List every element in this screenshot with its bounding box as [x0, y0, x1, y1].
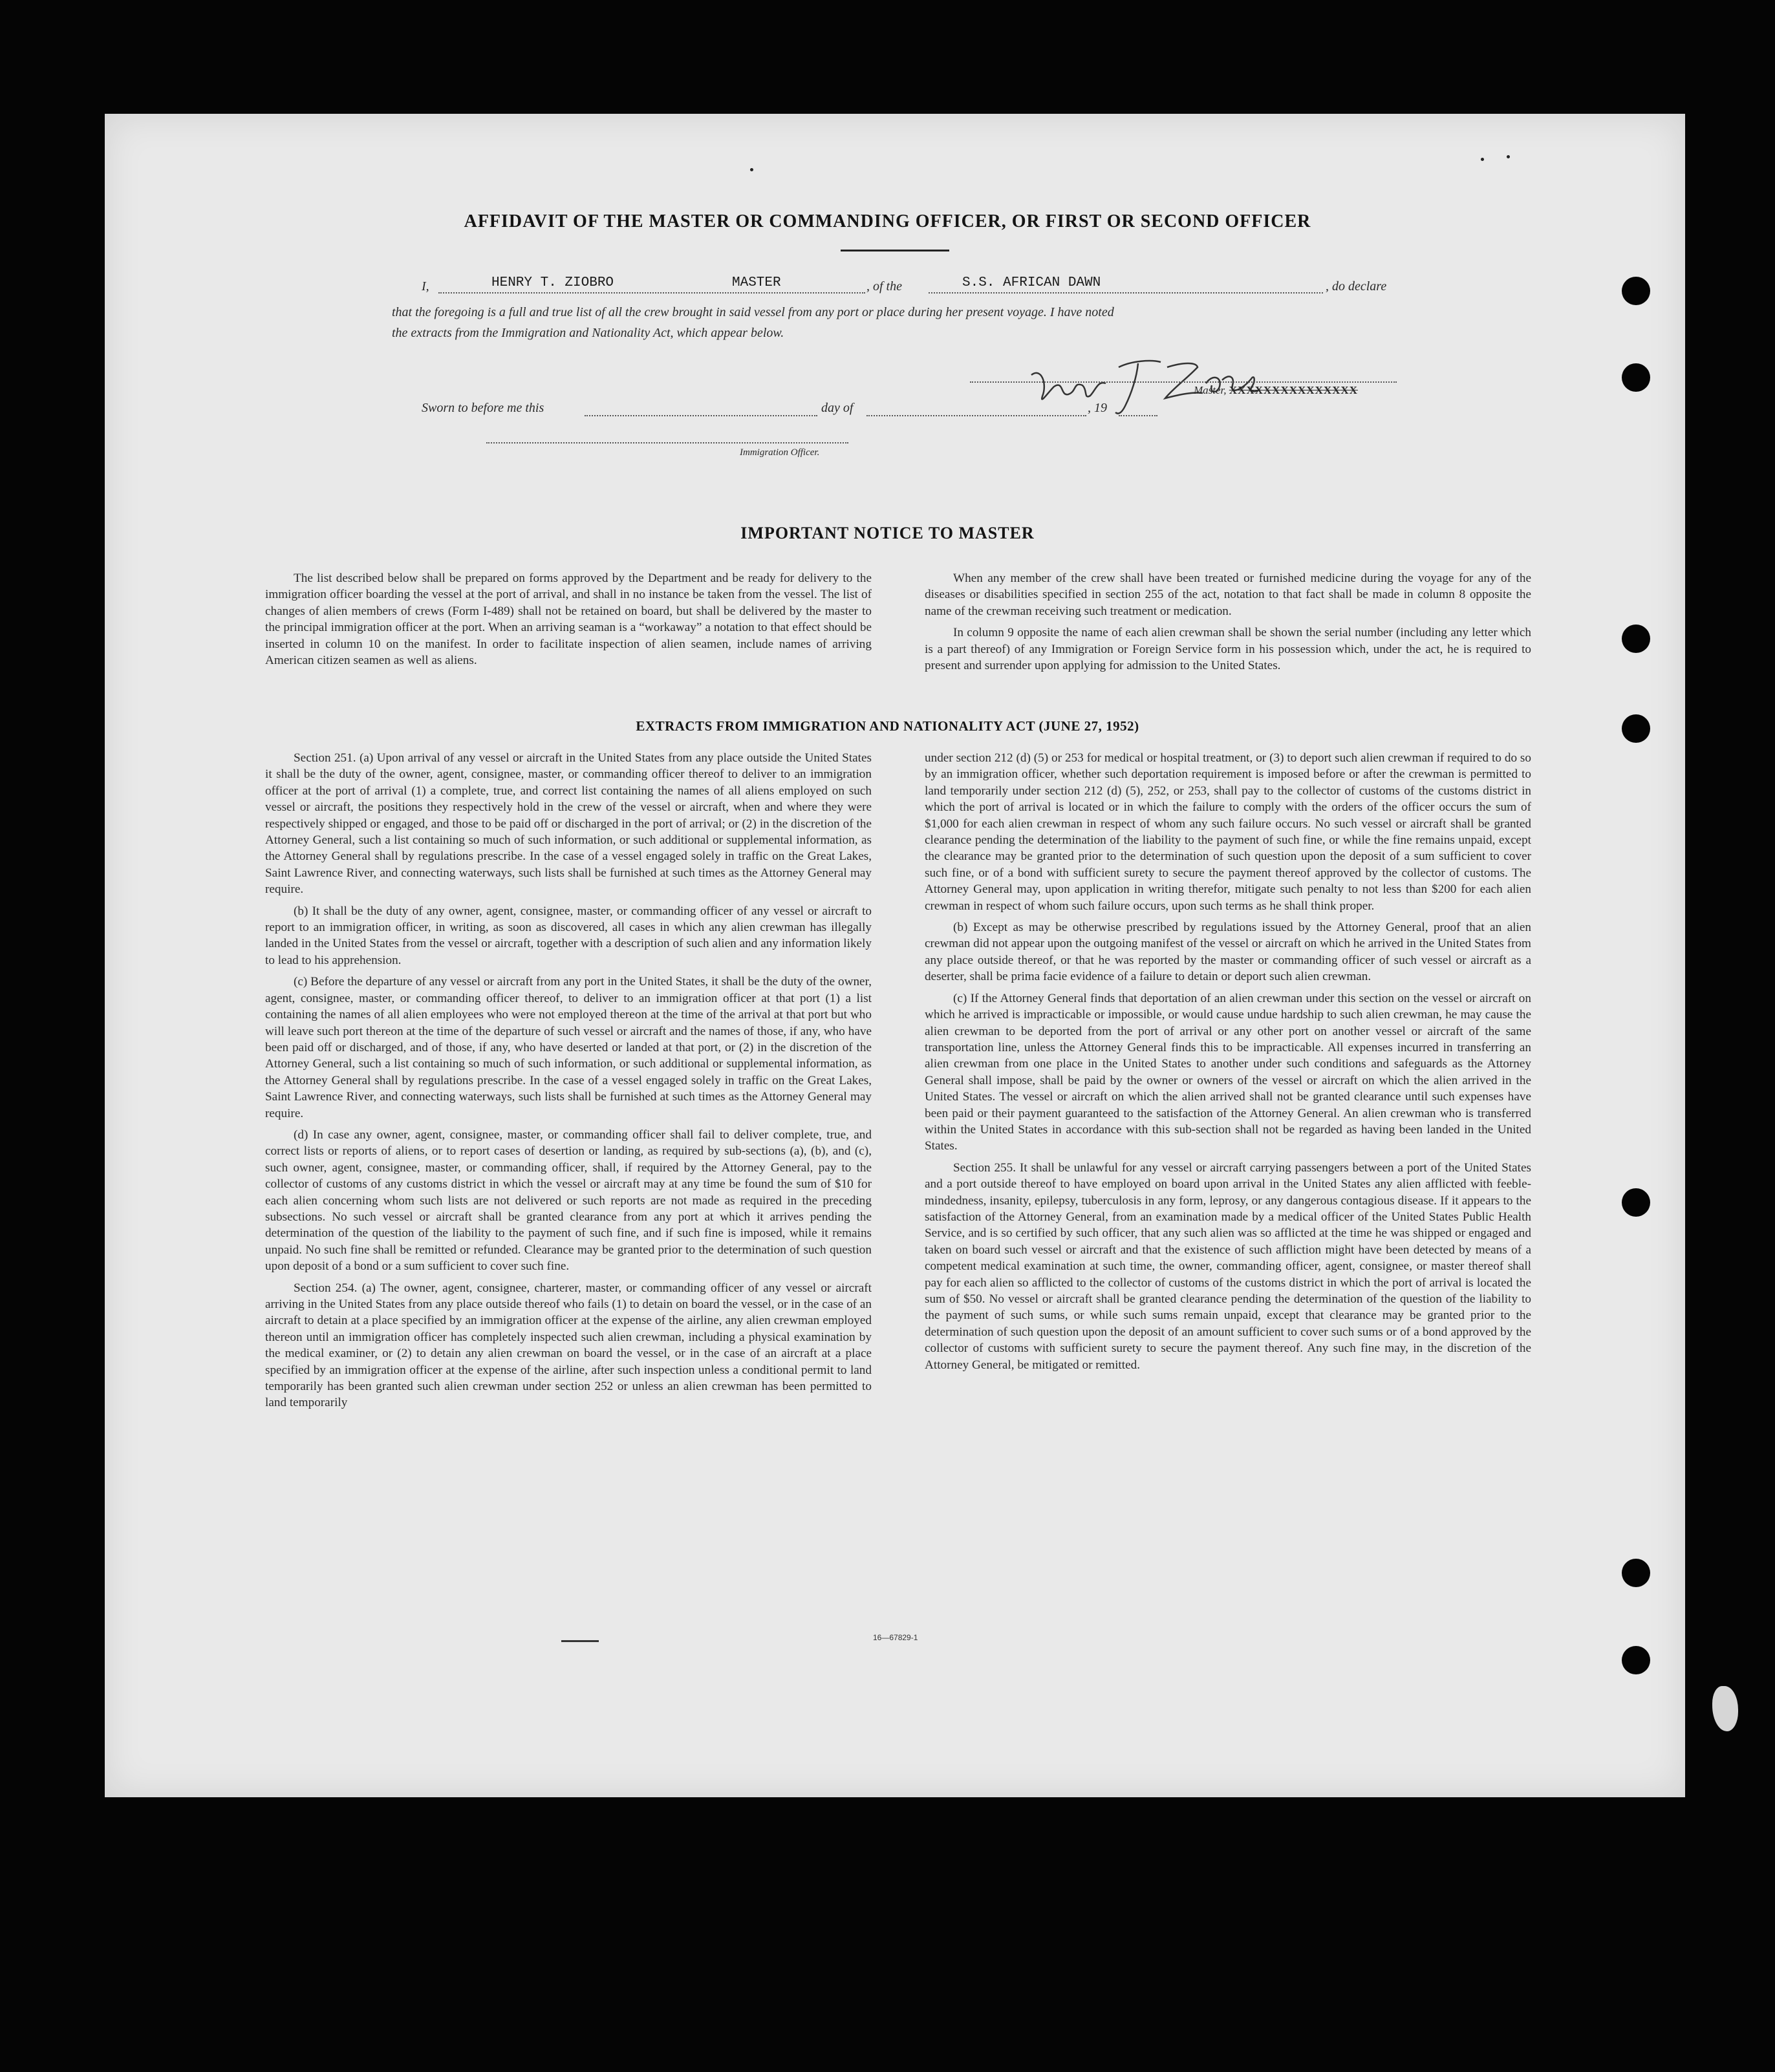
do-declare-label: , do declare: [1326, 279, 1387, 294]
sworn-day-blank: [585, 415, 817, 416]
rank-typed: MASTER: [732, 275, 781, 290]
master-label: [1194, 384, 1358, 397]
vessel-blank: [929, 292, 1323, 294]
punch-hole: [1622, 625, 1650, 653]
affidavit-title: AFFIDAVIT OF THE MASTER OR COMMANDING OFFICER, OR FIRST OR SECOND OFFICER: [464, 211, 1311, 231]
extracts-right-column: [925, 750, 1531, 1620]
section-251a: Section 251. (a) Upon arrival of any vessel or aircraft in the United States from any place outside the United States it shall be the duty of the owner, agent, consignee, master, or commanding officer thereof to deliver to an immigration officer at the port of arrival (1) a complete, true, and correct list containing the names of all aliens employed on such vessel or aircraft, the positions they respectively hold in the crew of the vessel or aircraft, when and where they were respectively shipped or engaged, and those to be paid off or discharged in the port of arrival; or (2) in the discretion of the Attorney General, such a list containing so much of such information, or such additional or supplemental information, as the Attorney General shall by regulations prescribe. In the case of a vessel engaged solely in traffic on the Great Lakes, Saint Lawrence River, and connecting waterways, such lists shall be furnished at such times as the Attorney General may require.: [265, 751, 872, 897]
punch-hole: [1622, 1646, 1650, 1674]
vessel-name-typed: S.S. AFRICAN DAWN: [962, 275, 1101, 290]
master-name-typed: HENRY T. ZIOBRO: [491, 275, 614, 290]
notice-right-column: [925, 570, 1531, 703]
officer-signature-line: [486, 442, 848, 443]
edge-smudge: [1712, 1686, 1738, 1731]
notice-paragraph: The list described below shall be prepared on forms approved by the Department and be ready for delivery to the immigration officer boarding the vessel at the port of arrival, and shall in no instance be taken from the vessel. The list of changes of alien members of crews (Form I-489) shall not be retained on board, but shall be delivered by the master to the principal immigration officer at the port. When an arriving seaman is a “workaway” a notation to that effect should be inserted in column 10 on the manifest. In order to facilitate inspection of alien seamen, include names of arriving American citizen seamen as well as aliens.: [265, 571, 872, 668]
sworn-month-blank: [866, 415, 1086, 416]
notice-heading: IMPORTANT NOTICE TO MASTER: [740, 524, 1035, 542]
punch-hole: [1622, 363, 1650, 392]
of-the-label: , of the: [866, 279, 902, 294]
section-251c: (c) Before the departure of any vessel or aircraft from any port in the United States, it shall be the duty of the owner, agent, consignee, master, or commanding officer thereof, to deliver to an immigration officer at that port (1) a list containing the names of all alien employees who were not employed thereon at the time of the arrival at that port but who will leave such port thereon at the time of the departure of such vessel or aircraft and the names of those, if any, who have been paid off or discharged, and of those, if any, who have deserted or landed at that port, or (2) in the discretion of the Attorney General, such a list containing so much of such information, or such additional or supplemental information, as the Attorney General shall by regulations prescribe. In the case of a vessel engaged solely in traffic on the Great Lakes, Saint Lawrence River, and connecting waterways, such lists shall be furnished at such times as the Attorney General may require.: [265, 975, 872, 1120]
section-254a-cont: under section 212 (d) (5) or 253 for medical or hospital treatment, or (3) to deport such alien crewman if required to do so by an immigration officer, whether such deportation requirement is imposed before or after the crewman is permitted to land temporarily under section 212 (d) (5), 252, or 253, shall pay to the collector of customs of the customs district in which the port of arrival is located or in which the failure to comply with the orders of the officer occurs the sum of $1,000 for each alien crewman in respect of whom any such failure occurs. No such vessel or aircraft shall be granted clearance pending the determination of the liability to the payment of such fine, or while the fine remains unpaid, except the clearance may be granted prior to the determination of such question upon the deposit of a sum sufficient to cover such fine, or of a bond with sufficient surety to secure the payment thereof approved by the collector of customs. The Attorney General may, upon application in writing therefor, mitigate such penalty to not less than $200 for each alien crewman in respect of whom such failure occurs, upon such terms as he shall think proper.: [925, 751, 1531, 913]
footer-dash: [561, 1640, 599, 1642]
extracts-heading: EXTRACTS FROM IMMIGRATION AND NATIONALITY ACT (JUNE 27, 1952): [636, 718, 1139, 734]
i-label: I,: [422, 279, 429, 294]
section-251b: (b) It shall be the duty of any owner, agent, consignee, master, or commanding officer of any vessel or aircraft to report to an immigration officer, in writing, as soon as discovered, all cases in which any alien crewman has illegally landed in the United States from the vessel or aircraft, together with a description of such alien and any information likely to lead to his apprehension.: [265, 904, 872, 967]
year-blank: [1119, 415, 1157, 416]
punch-hole: [1622, 277, 1650, 305]
section-251d: (d) In case any owner, agent, consignee, master, or commanding officer shall fail to deliver complete, true, and correct lists or reports of aliens, or to report cases of desertion or landing, as required by sub-sections (a), (b), and (c), such owner, agent, consignee, master, or commanding officer, shall, if required by the Attorney General, pay to the collector of customs of any customs district in which the vessel or aircraft may at any time be found the sum of $10 for each alien concerning whom such lists are not delivered or such reports are not made as required in the preceding subsections. No such vessel or aircraft shall be granted clearance from any port at which it arrives pending the determination of the question of the liability to the payment of such fine, and if such fine is imposed, while it remains unpaid. No such fine shall be remitted or refunded. Clearance may be granted prior to the determination of such question upon deposit of a bond or a sum sufficient to cover such fine.: [265, 1127, 872, 1274]
declaration-line-1: that the foregoing is a full and true list of all the crew brought in said vessel from any port or place during her present voyage. I have noted: [392, 305, 1114, 319]
speck: [1507, 155, 1510, 158]
immigration-officer-label: Immigration Officer.: [740, 447, 820, 458]
form-code: 16—67829-1: [873, 1633, 918, 1642]
sworn-label: Sworn to before me this: [422, 401, 544, 415]
punch-hole: [1622, 1559, 1650, 1587]
notice-left-column: [265, 570, 872, 703]
day-of-label: day of: [821, 401, 854, 415]
section-254c: (c) If the Attorney General finds that deportation of an alien crewman under this section on the vessel or aircraft on which he arrived is impracticable or impossible, or would cause undue hardship to such alien crewman, he may cause the alien crewman to be deported from the port of arrival or any other port on another vessel or aircraft of the same transportation line, unless the Attorney General finds this to be impracticable. All expenses incurred in transferring an alien crewman from one place in the United States to another under such conditions and safeguards as the Attorney General shall impose, shall be paid by the owner or owners of the vessel or aircraft on which the alien arrived in the United States. The vessel or aircraft on which the alien arrived shall not be granted clearance until such expenses have been paid or their payment guaranteed to the satisfaction of the Attorney General. An alien crewman who is transferred within the United States in accordance with this sub-section shall not be regarded as having been landed in the United States.: [925, 991, 1531, 1153]
master-title: Master,: [1194, 384, 1227, 396]
punch-hole: [1622, 1188, 1650, 1217]
section-254a: Section 254. (a) The owner, agent, consignee, charterer, master, or commanding officer of any vessel or aircraft arriving in the United States from any place outside thereof who fails (1) to detain on board the vessel, or in the case of an aircraft to detain at a place specified by an immigration officer at the expense of the airline, any alien crewman employed thereon until an immigration officer has completely inspected such alien crewman, including a physical examination by the medical examiner, or (2) to detain any alien crewman on board the vessel, or in the case of an aircraft at a place specified by an immigration officer at the expense of the airline, after such inspection unless a conditional permit to land temporarily has been granted such alien crewman under section 252 or unless an alien crewman has been permitted to land temporarily: [265, 1281, 872, 1410]
year-label: , 19: [1088, 401, 1107, 415]
title-rule: [841, 250, 949, 251]
section-255: Section 255. It shall be unlawful for any vessel or aircraft carrying passengers between a port of the United States and a port outside thereof to have employed on board upon arrival in the United States any alien afflicted with feeble-mindedness, insanity, epilepsy, tuberculosis in any form, leprosy, or any dangerous contagious disease. If it appears to the satisfaction of the Attorney General, from an examination made by a medical officer of the United States Public Health Service, and is so certified by such officer, that any such alien was so afflicted at the time he was shipped or engaged and taken on board such vessel or aircraft and that the existence of such affliction might have been detected by means of a competent medical examination at such time, the owner, commanding officer, agent, consignee, or master thereof shall pay for each alien so afflicted to the collector of customs of the customs district in which the port of arrival is located the sum of $50. No vessel or aircraft shall be granted clearance pending the determination of the question of the liability to the payment of such sums, or while such sums remain unpaid, except that clearance may be granted prior to the determination of such question upon the deposit of an amount sufficient to cover such sums or of a bond approved by the collector of customs with sufficient surety to secure the payment thereof. Any such fine may, in the discretion of the Attorney General, be mitigated or remitted.: [925, 1160, 1531, 1372]
speck: [750, 168, 753, 171]
notice-paragraph: When any member of the crew shall have been treated or furnished medicine during the voyage for any of the diseases or disabilities specified in section 255 of the act, notation to that fact shall be made in column 8 opposite the name of the crewman receiving such treatment or medication.: [925, 571, 1531, 618]
extracts-left-column: [265, 750, 872, 1620]
master-signature: [1028, 348, 1261, 419]
signature-line: [970, 381, 1397, 383]
name-blank: [438, 292, 865, 294]
speck: [1481, 158, 1484, 161]
declaration-line-2: the extracts from the Immigration and Nationality Act, which appear below.: [392, 326, 784, 340]
struck-officer-title: XXXXXXXXXXXXXXX: [1229, 384, 1358, 396]
section-254b: (b) Except as may be otherwise prescribed by regulations issued by the Attorney General, proof that an alien crewman did not appear upon the outgoing manifest of the vessel or aircraft on which he arrived in the United States from any place outside thereof, or that he was reported by the master or commanding officer of such vessel or aircraft as a deserter, shall be prima facie evidence of a failure to detain or deport such alien crewman.: [925, 921, 1531, 984]
notice-paragraph: In column 9 opposite the name of each alien crewman shall be shown the serial number (including any letter which is a part thereof) of any Immigration or Foreign Service form in his possession which, under the act, he is required to present and surrender upon applying for admission to the United States.: [925, 626, 1531, 673]
